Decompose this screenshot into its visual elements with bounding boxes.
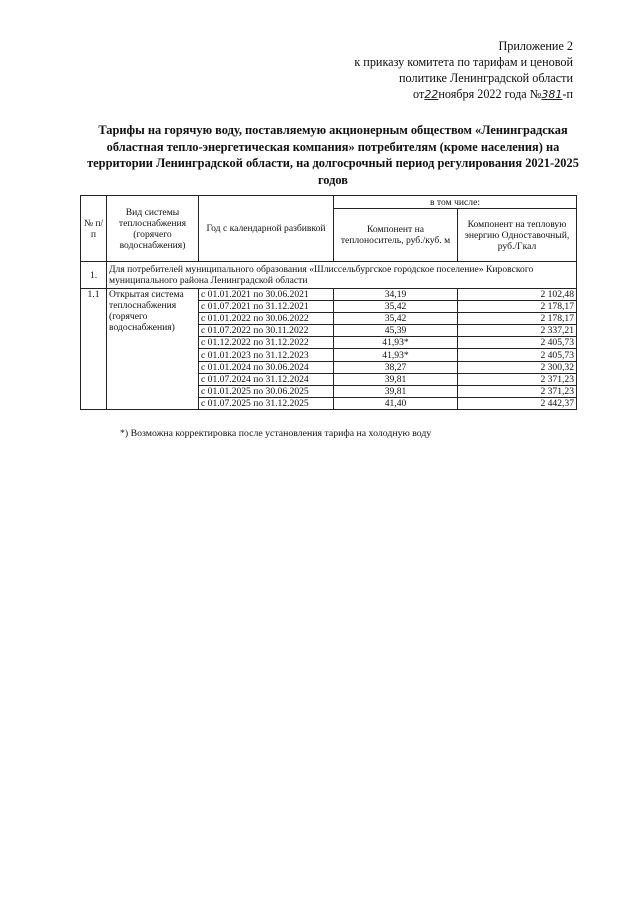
energy-value: 2 371,23 <box>458 385 577 397</box>
document-title <box>86 122 580 188</box>
header-carrier-component: Компонент на теплоноситель, руб./куб. м <box>334 209 458 262</box>
section-num: 1. <box>81 262 107 289</box>
date-middle: ноября 2022 года № <box>438 87 542 101</box>
period-cell: с 01.01.2023 по 31.12.2023 <box>199 349 334 361</box>
energy-value: 2 178,17 <box>458 301 577 313</box>
period-cell: с 01.12.2022 по 31.12.2022 <box>199 337 334 349</box>
title-line-3: территории Ленинградской области, на долгосрочный период регулирования 2021-2025 <box>87 156 579 170</box>
title-line-4: годов <box>317 172 348 187</box>
period-cell: с 01.07.2021 по 31.12.2021 <box>199 301 334 313</box>
title-line-2: областная тепло-энергетическая компания» потребителям (кроме населения) на <box>106 139 560 154</box>
energy-value: 2 102,48 <box>458 289 577 301</box>
period-cell: с 01.07.2025 по 31.12.2025 <box>199 397 334 409</box>
header-num: № п/п <box>81 196 107 262</box>
carrier-value: 41,93* <box>334 349 458 361</box>
group-system-type: Открытая система теплоснабжения (горячего водоснабжения) <box>107 289 199 410</box>
appendix-committee: политике Ленинградской области <box>399 71 573 85</box>
carrier-value: 34,19 <box>334 289 458 301</box>
appendix-order-reference: к приказу комитета по тарифам и ценовой <box>354 55 573 69</box>
period-cell: с 01.07.2024 по 31.12.2024 <box>199 373 334 385</box>
header-energy-component: Компонент на тепловую энергию Одноставочный, руб./Гкал <box>458 209 577 262</box>
carrier-value: 41,40 <box>334 397 458 409</box>
period-cell: с 01.01.2021 по 30.06.2021 <box>199 289 334 301</box>
period-cell: с 01.01.2024 по 30.06.2024 <box>199 361 334 373</box>
period-cell: с 01.07.2022 по 30.11.2022 <box>199 325 334 337</box>
title-line-1: Тарифы на горячую воду, поставляемую акционерным обществом «Ленинградская <box>98 123 568 137</box>
header-including: в том числе: <box>334 196 577 209</box>
section-title: Для потребителей муниципального образования «Шлиссельбургское городское поселение» Кировского муниципального района Ленинградской области <box>107 262 577 289</box>
group-num: 1.1 <box>81 289 107 410</box>
energy-value: 2 300,32 <box>458 361 577 373</box>
date-day-handwritten: 22 <box>424 88 439 101</box>
carrier-value: 39,81 <box>334 373 458 385</box>
carrier-value: 41,93* <box>334 337 458 349</box>
carrier-value: 35,42 <box>334 313 458 325</box>
footnote: *) Возможна корректировка после установления тарифа на холодную воду <box>120 428 432 439</box>
tariff-table <box>80 195 577 410</box>
appendix-block <box>343 38 573 103</box>
carrier-value: 39,81 <box>334 385 458 397</box>
date-prefix: от <box>413 87 425 101</box>
period-cell: с 01.01.2025 по 30.06.2025 <box>199 385 334 397</box>
energy-value: 2 371,23 <box>458 373 577 385</box>
energy-value: 2 405,73 <box>458 337 577 349</box>
energy-value: 2 405,73 <box>458 349 577 361</box>
period-cell: с 01.01.2022 по 30.06.2022 <box>199 313 334 325</box>
order-suffix: -п <box>562 87 573 101</box>
energy-value: 2 178,17 <box>458 313 577 325</box>
table-row <box>81 289 577 301</box>
header-year: Год с календарной разбивкой <box>199 196 334 262</box>
appendix-date-line <box>343 86 573 103</box>
appendix-title: Приложение 2 <box>498 39 573 53</box>
energy-value: 2 337,21 <box>458 325 577 337</box>
order-number-handwritten: 381 <box>541 88 563 101</box>
carrier-value: 45,39 <box>334 325 458 337</box>
carrier-value: 38,27 <box>334 361 458 373</box>
header-system-type: Вид системы теплоснабжения (горячего водоснабжения) <box>107 196 199 262</box>
carrier-value: 35,42 <box>334 301 458 313</box>
energy-value: 2 442,37 <box>458 397 577 409</box>
